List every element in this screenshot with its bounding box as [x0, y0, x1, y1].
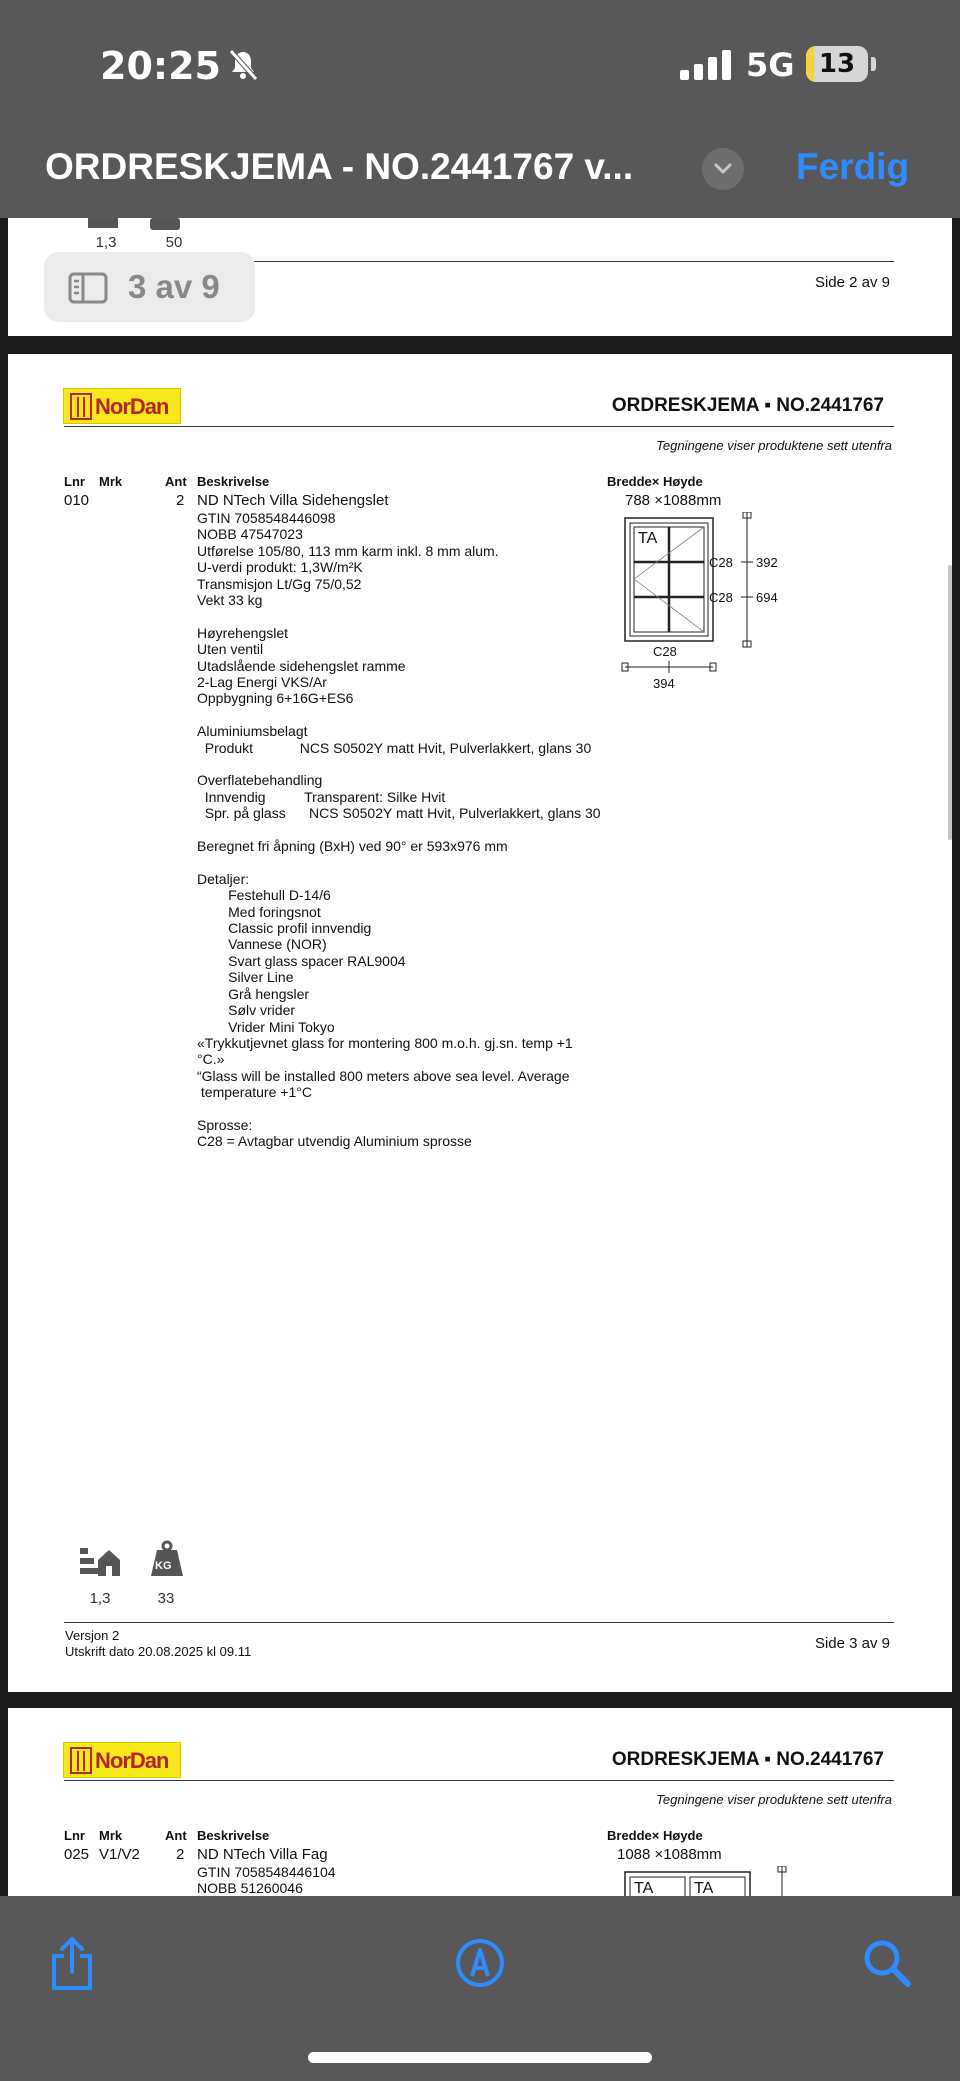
- product-size: 1088 ×1088mm: [617, 1846, 722, 1863]
- scroll-indicator[interactable]: [948, 565, 952, 840]
- col-lnr: Lnr: [64, 1828, 85, 1843]
- document-title[interactable]: ORDRESKJEMA - NO.2441767 v...: [45, 146, 634, 187]
- col-mrk: Mrk: [99, 1828, 123, 1843]
- description-line: [197, 707, 601, 723]
- line-mark: V1/V2: [99, 1846, 140, 1863]
- page-indicator-label: 3 av 9: [128, 268, 220, 305]
- line-number: 025: [64, 1846, 90, 1863]
- brand-name: NorDan: [95, 394, 169, 419]
- energy-value: 1,3: [95, 234, 117, 251]
- page-number-label: Side 3 av 9: [814, 1635, 890, 1652]
- order-form-title: ORDRESKJEMA ▪ NO.2441767: [611, 395, 884, 416]
- description-line: Svart glass spacer RAL9004: [197, 952, 406, 969]
- description-line: Vannese (NOR): [197, 936, 327, 953]
- sash-label: TA: [638, 530, 658, 547]
- weight-value: 33: [157, 1590, 175, 1607]
- description-line: Produkt NCS S0502Y matt Hvit, Pulverlakkert, glans 30: [197, 739, 592, 756]
- document-viewer[interactable]: [0, 218, 960, 1896]
- page-indicator[interactable]: [44, 252, 255, 322]
- description-line: [197, 854, 601, 870]
- col-dimensions: Bredde× Høyde: [607, 1828, 703, 1843]
- col-mrk: Mrk: [99, 474, 123, 489]
- description-line: NOBB 51260046: [197, 1880, 303, 1896]
- col-description: Beskrivelse: [197, 474, 270, 489]
- nordan-logo: [63, 1742, 181, 1778]
- pdf-page-4: [8, 1708, 952, 1896]
- dim-label-1: 392: [756, 555, 778, 570]
- description-line: Utførelse 105/80, 113 mm karm inkl. 8 mm alum.: [197, 542, 499, 559]
- sidebar-icon: [68, 272, 108, 304]
- description-line: Med foringsnot: [197, 903, 321, 920]
- description-line: Beregnet fri åpning (BxH) ved 90° er 593x976 mm: [197, 838, 508, 855]
- description-line: Overflatebehandling: [197, 772, 323, 789]
- energy-house-icon: [78, 1544, 120, 1578]
- weight-icon: [148, 218, 182, 232]
- silent-mode-icon: [226, 48, 260, 82]
- top-bar: [0, 0, 960, 218]
- chevron-down-icon: [713, 162, 733, 176]
- product-description: [197, 510, 601, 1150]
- description-line: °C.»: [197, 1051, 225, 1068]
- drawing-note: Tegningene viser produktene sett utenfra: [656, 1792, 892, 1807]
- nordan-logo: [63, 388, 181, 424]
- bar-label-2: C28: [709, 590, 733, 605]
- description-line: [197, 756, 601, 772]
- product-name: ND NTech Villa Fag: [197, 1846, 328, 1863]
- product-size: 788 ×1088mm: [625, 492, 722, 509]
- col-ant: Ant: [165, 1828, 187, 1843]
- bar-label-1: C28: [709, 555, 733, 570]
- energy-value: 1,3: [89, 1590, 111, 1607]
- network-type: 5G: [746, 46, 795, 84]
- product-description: [197, 1864, 336, 1896]
- description-line: Uten ventil: [197, 641, 264, 658]
- description-line: Festehull D-14/6: [197, 887, 331, 904]
- description-line: [197, 822, 601, 838]
- description-line: Spr. på glass NCS S0502Y matt Hvit, Pulverlakkert, glans 30: [197, 805, 601, 822]
- pdf-page-3: [8, 354, 952, 1692]
- col-ant: Ant: [165, 474, 187, 489]
- share-button[interactable]: [48, 1936, 96, 1992]
- order-form-title: ORDRESKJEMA ▪ NO.2441767: [611, 1749, 884, 1770]
- drawing-note: Tegningene viser produktene sett utenfra: [656, 438, 892, 453]
- line-quantity: 2: [176, 1846, 185, 1863]
- description-line: temperature +1°C: [197, 1084, 312, 1101]
- description-line: GTIN 7058548446098: [197, 510, 336, 526]
- description-line: Detaljer:: [197, 870, 250, 887]
- description-line: NOBB 47547023: [197, 526, 303, 543]
- battery-icon: [806, 46, 868, 82]
- line-number: 010: [64, 492, 90, 509]
- sash-label-right: TA: [694, 1880, 714, 1896]
- done-button[interactable]: Ferdig: [796, 146, 910, 187]
- battery-tip: [871, 57, 876, 71]
- home-indicator[interactable]: [308, 2052, 652, 2063]
- description-line: Høyrehengslet: [197, 624, 289, 641]
- header-divider: [64, 1780, 894, 1781]
- description-line: Utadslående sidehengslet ramme: [197, 657, 406, 674]
- version-label: Versjon 2: [65, 1628, 120, 1643]
- description-line: Classic profil innvendig: [197, 920, 372, 937]
- product-name: ND NTech Villa Sidehengslet: [197, 492, 389, 509]
- markup-pen-icon: [458, 1941, 502, 1985]
- sash-label-left: TA: [634, 1880, 654, 1896]
- energy-icon: [78, 218, 128, 232]
- weight-icon-label: KG: [155, 1560, 172, 1572]
- description-line: Vekt 33 kg: [197, 592, 263, 609]
- description-line: Vrider Mini Tokyo: [197, 1018, 335, 1035]
- col-description: Beskrivelse: [197, 1828, 270, 1843]
- page-number-label: Side 2 av 9: [814, 274, 890, 291]
- brand-name: NorDan: [95, 1748, 169, 1773]
- description-line: “Glass will be installed 800 meters above sea level. Average: [197, 1067, 570, 1084]
- battery-level: 13: [818, 49, 856, 79]
- weight-value: 50: [165, 234, 183, 251]
- description-line: Innvendig Transparent: Silke Hvit: [197, 788, 446, 805]
- description-line: U-verdi produkt: 1,3W/m²K: [197, 559, 363, 576]
- search-button[interactable]: [862, 1938, 912, 1988]
- description-line: Silver Line: [197, 969, 294, 986]
- description-line: C28 = Avtagbar utvendig Aluminium sprosse: [197, 1133, 472, 1150]
- description-line: Oppbygning 6+16G+ES6: [197, 690, 354, 707]
- description-line: 2-Lag Energi VKS/Ar: [197, 674, 327, 691]
- col-dimensions: Bredde× Høyde: [607, 474, 703, 489]
- footer-divider: [64, 1622, 894, 1623]
- col-lnr: Lnr: [64, 474, 85, 489]
- description-line: «Trykkutjevnet glass for montering 800 m.o.h. gj.sn. temp +1: [197, 1034, 573, 1051]
- description-line: Grå hengsler: [197, 985, 310, 1002]
- bar-label-3: C28: [653, 644, 677, 659]
- search-icon: [867, 1943, 908, 1984]
- weight-icon: [150, 1540, 184, 1578]
- description-line: Sprosse:: [197, 1116, 253, 1133]
- status-time: 20:25: [100, 44, 221, 88]
- window-drawing: [608, 512, 768, 692]
- description-line: Transmisjon Lt/Gg 75/0,52: [197, 575, 362, 592]
- header-divider: [64, 426, 894, 427]
- description-line: GTIN 7058548446104: [197, 1864, 336, 1880]
- cellular-signal-icon: [680, 50, 734, 80]
- description-line: Aluminiumsbelagt: [197, 723, 308, 740]
- share-icon: [54, 1939, 90, 1988]
- title-menu-button[interactable]: [702, 148, 744, 190]
- dim-label-3: 394: [653, 676, 675, 691]
- description-line: [197, 608, 601, 624]
- description-line: Sølv vrider: [197, 1002, 296, 1019]
- description-line: [197, 1101, 601, 1117]
- dim-label-2: 694: [756, 590, 778, 605]
- print-date: Utskrift dato 20.08.2025 kl 09.11: [65, 1644, 252, 1659]
- line-quantity: 2: [176, 492, 185, 509]
- markup-button[interactable]: [455, 1938, 505, 1988]
